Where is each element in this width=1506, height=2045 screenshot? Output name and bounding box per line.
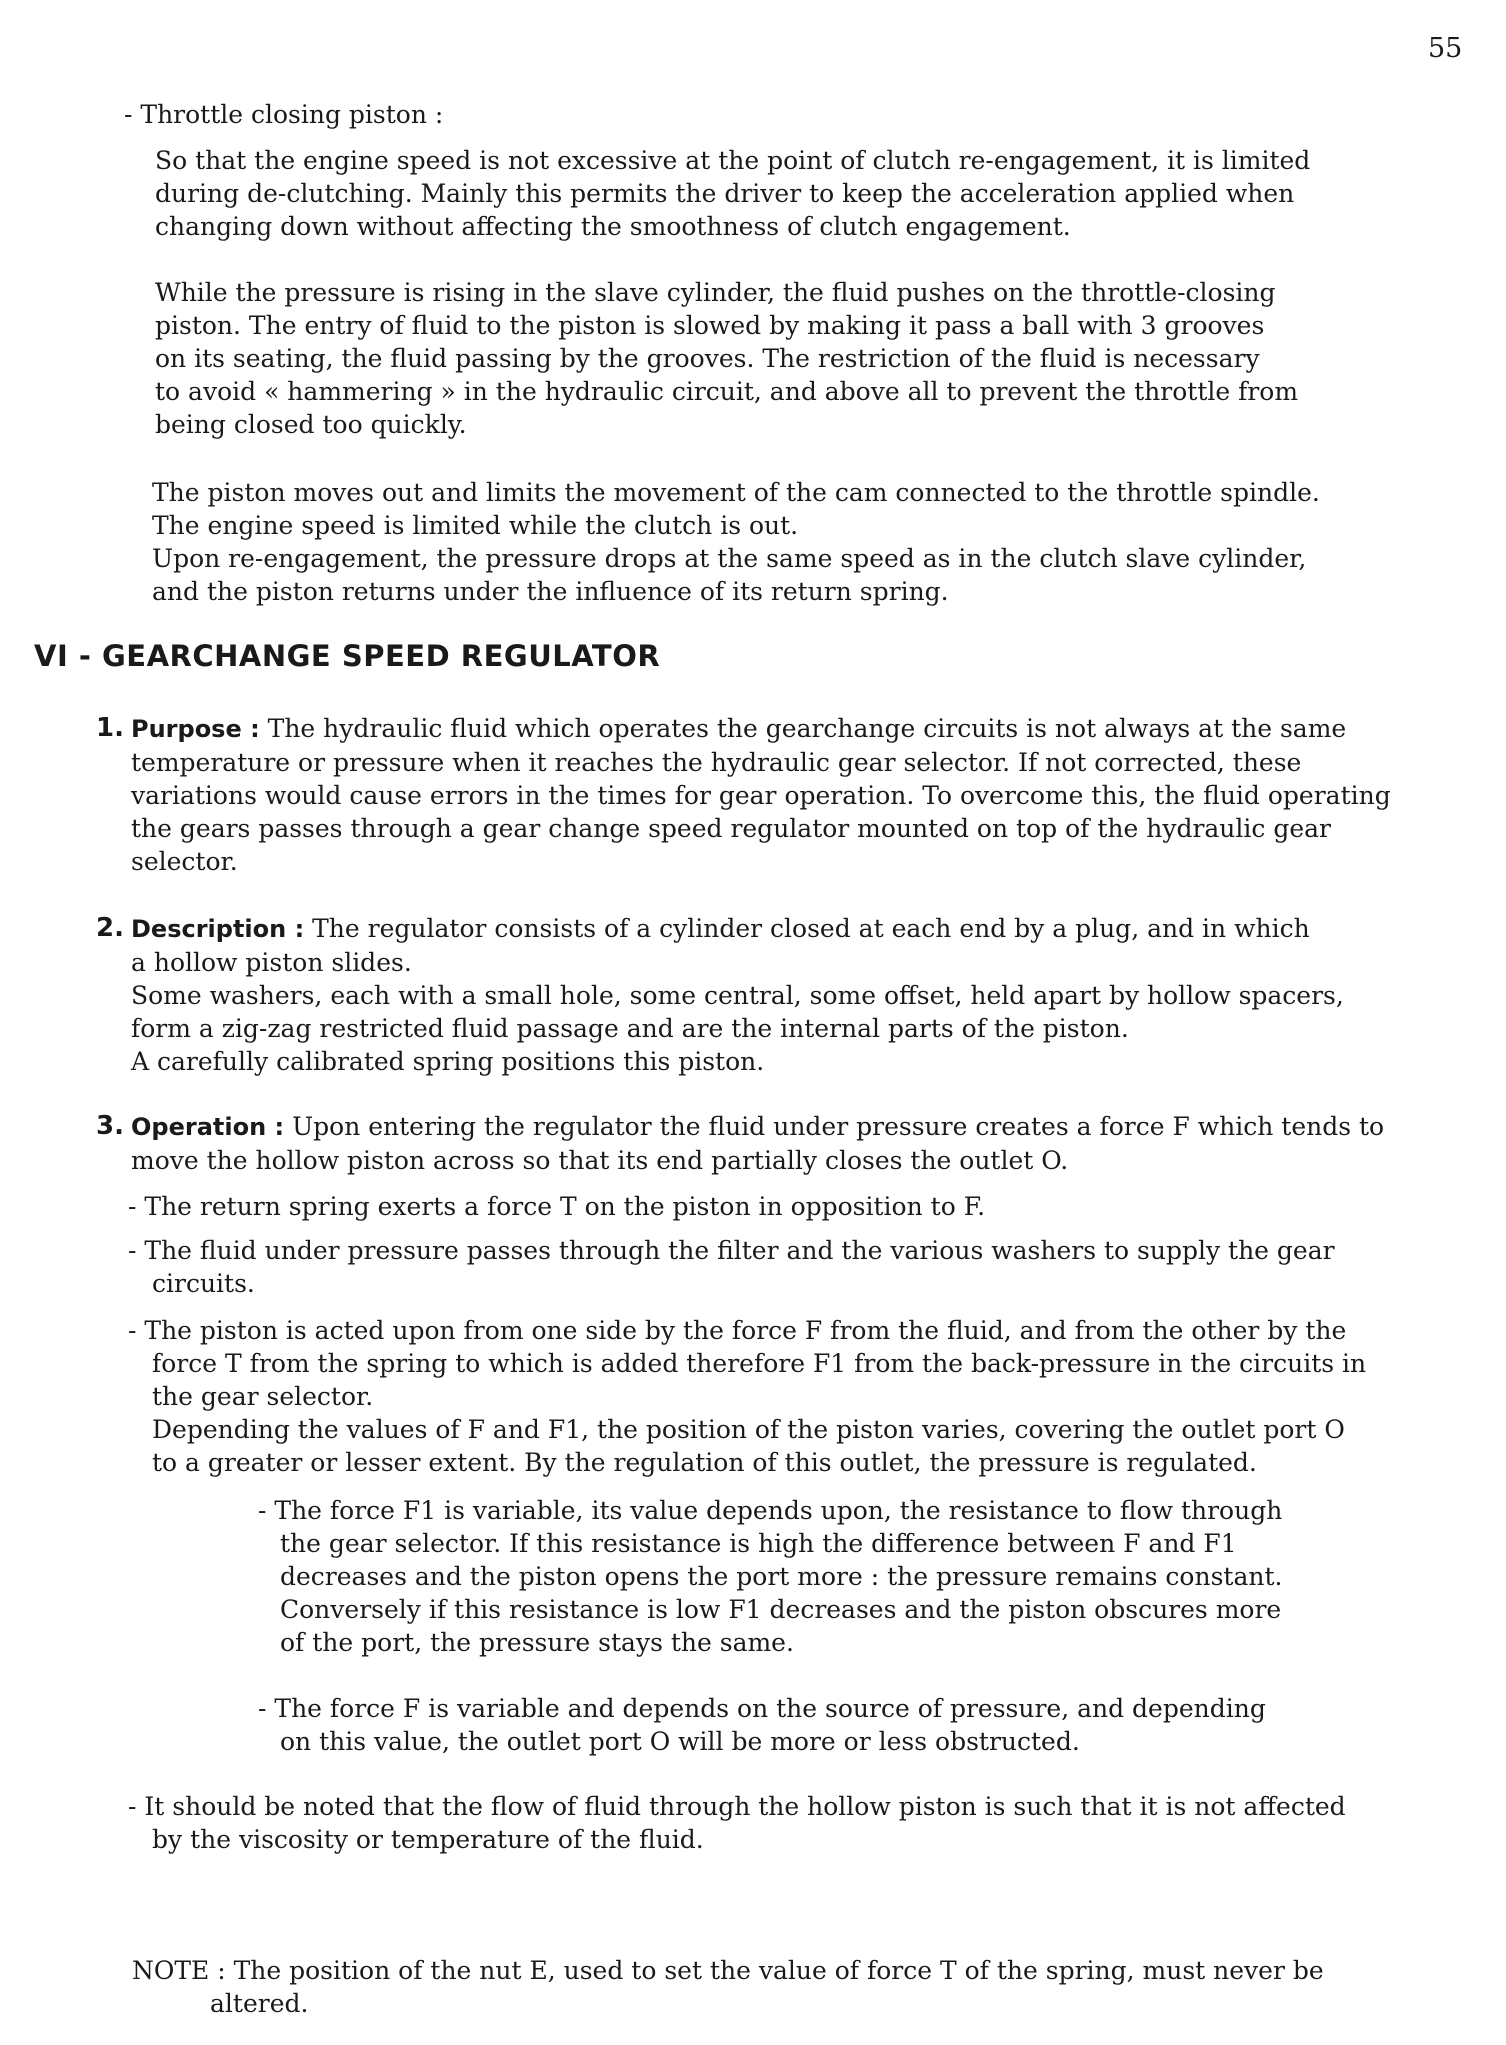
description-label: Description : xyxy=(131,915,305,943)
text-line: - The piston is acted upon from one side by the force F from the fluid, and from the other by the xyxy=(128,1316,1347,1345)
text-line: altered. xyxy=(210,1989,309,2018)
text-line: to a greater or lesser extent. By the regulation of this outlet, the pressure is regulated. xyxy=(152,1448,1257,1477)
operation-bullet-4 xyxy=(128,1790,1346,1856)
text-line: - The force F1 is variable, its value depends upon, the resistance to flow through xyxy=(258,1496,1283,1525)
note-paragraph xyxy=(132,1954,1324,2020)
operation-bullet-3 xyxy=(128,1314,1366,1479)
text-line: of the port, the pressure stays the same. xyxy=(280,1628,794,1657)
text-line: the gear selector. xyxy=(152,1382,374,1411)
text-line: Upon re-engagement, the pressure drops at the same speed as in the clutch slave cylinder, xyxy=(152,544,1307,573)
throttle-paragraph-3 xyxy=(152,476,1320,608)
operation-sub-bullet-2 xyxy=(258,1692,1266,1758)
text-line: Purpose : The hydraulic fluid which operates the gearchange circuits is not always at the same xyxy=(131,714,1347,743)
text-line: The piston moves out and limits the movement of the cam connected to the throttle spindle. xyxy=(152,478,1320,507)
text-line: and the piston returns under the influence of its return spring. xyxy=(152,577,949,606)
section-title: VI - GEARCHANGE SPEED REGULATOR xyxy=(34,639,661,673)
text-line: - The return spring exerts a force T on the piston in opposition to F. xyxy=(128,1192,986,1221)
text-line: variations would cause errors in the times for gear operation. To overcome this, the fluid operating xyxy=(131,781,1391,810)
purpose-label: Purpose : xyxy=(131,715,260,743)
text-line: Some washers, each with a small hole, some central, some offset, held apart by hollow spacers, xyxy=(131,981,1344,1010)
text-line: - The force F is variable and depends on the source of pressure, and depending xyxy=(258,1694,1266,1723)
text-line: temperature or pressure when it reaches the hydraulic gear selector. If not corrected, these xyxy=(131,748,1302,777)
text-line: piston. The entry of fluid to the piston is slowed by making it pass a ball with 3 grooves xyxy=(155,311,1265,340)
operation-bullet-1 xyxy=(128,1190,985,1223)
text-line: the gears passes through a gear change speed regulator mounted on top of the hydraulic gear xyxy=(131,814,1331,843)
operation-sub-bullet-1 xyxy=(258,1494,1282,1659)
text-line: circuits. xyxy=(152,1269,255,1298)
description-paragraph xyxy=(131,912,1344,1078)
page-number: 55 xyxy=(1428,33,1463,64)
throttle-paragraph-2 xyxy=(155,276,1298,441)
text-line: on its seating, the fluid passing by the grooves. The restriction of the fluid is necessary xyxy=(155,344,1260,373)
item-number: 1. xyxy=(96,713,124,743)
text-line: form a zig-zag restricted fluid passage and are the internal parts of the piston. xyxy=(131,1014,1129,1043)
text-line: by the viscosity or temperature of the fluid. xyxy=(152,1825,704,1854)
text-line: A carefully calibrated spring positions this piston. xyxy=(131,1047,765,1076)
operation-paragraph xyxy=(131,1110,1384,1177)
text-line: to avoid « hammering » in the hydraulic circuit, and above all to prevent the throttle from xyxy=(155,377,1299,406)
text-line: a hollow piston slides. xyxy=(131,948,412,977)
item-number: 2. xyxy=(96,913,124,943)
text-line: being closed too quickly. xyxy=(155,410,467,439)
text-line: changing down without affecting the smoothness of clutch engagement. xyxy=(155,212,1071,241)
throttle-paragraph-1 xyxy=(155,144,1310,243)
text-line: the gear selector. If this resistance is high the difference between F and F1 xyxy=(280,1529,1237,1558)
text-line: move the hollow piston across so that its end partially closes the outlet O. xyxy=(131,1146,1069,1175)
operation-bullet-2 xyxy=(128,1234,1335,1300)
text-line: Conversely if this resistance is low F1 decreases and the piston obscures more xyxy=(280,1595,1282,1624)
text-line: Operation : Upon entering the regulator the fluid under pressure creates a force F which tends to xyxy=(131,1112,1385,1141)
throttle-heading: - Throttle closing piston : xyxy=(124,100,444,129)
text-line: decreases and the piston opens the port more : the pressure remains constant. xyxy=(280,1562,1283,1591)
text-line: force T from the spring to which is added therefore F1 from the back-pressure in the circuits in xyxy=(152,1349,1367,1378)
text-line: While the pressure is rising in the slave cylinder, the fluid pushes on the throttle-closing xyxy=(155,278,1276,307)
text-line: Depending the values of F and F1, the position of the piston varies, covering the outlet port O xyxy=(152,1415,1345,1444)
text-line: Description : The regulator consists of a cylinder closed at each end by a plug, and in which xyxy=(131,914,1310,943)
text-line: So that the engine speed is not excessive at the point of clutch re-engagement, it is limited xyxy=(155,146,1311,175)
purpose-paragraph xyxy=(131,712,1391,878)
item-number: 3. xyxy=(96,1111,124,1141)
text-line: selector. xyxy=(131,847,238,876)
text-line: - The fluid under pressure passes through the filter and the various washers to supply the gear xyxy=(128,1236,1335,1265)
text-line: NOTE : The position of the nut E, used to set the value of force T of the spring, must never be xyxy=(132,1956,1324,1985)
text-line: during de-clutching. Mainly this permits the driver to keep the acceleration applied when xyxy=(155,179,1295,208)
operation-label: Operation : xyxy=(131,1113,285,1141)
text-line: - It should be noted that the flow of fluid through the hollow piston is such that it is not affected xyxy=(128,1792,1346,1821)
text-line: The engine speed is limited while the clutch is out. xyxy=(152,511,799,540)
text-line: on this value, the outlet port O will be more or less obstructed. xyxy=(280,1727,1080,1756)
